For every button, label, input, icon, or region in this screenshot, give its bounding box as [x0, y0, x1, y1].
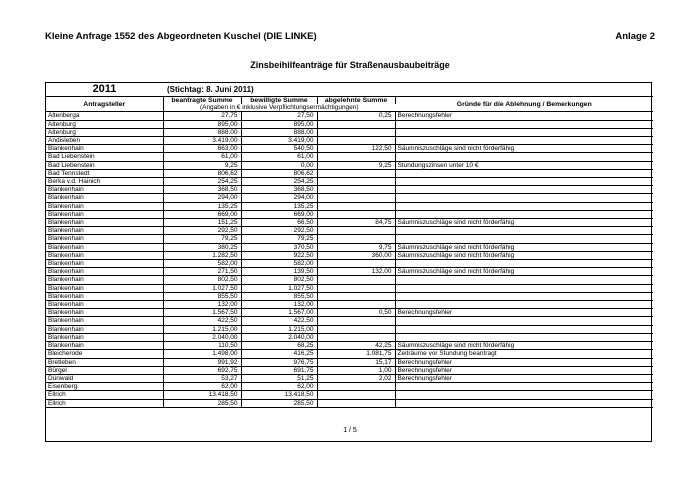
- requested-amount-cell: 663,00: [163, 145, 241, 153]
- table-row: [46, 374, 653, 382]
- requested-amount-cell: 151,25: [163, 219, 241, 227]
- approved-amount-cell: 806,62: [241, 169, 317, 177]
- approved-amount-cell: 79,25: [241, 235, 317, 243]
- rejected-amount-cell: 132,00: [317, 268, 395, 276]
- applicant-cell: Blankenhain: [46, 325, 163, 333]
- approved-amount-cell: 132,00: [241, 301, 317, 309]
- table-row: [46, 178, 653, 186]
- approved-amount-cell: 922,50: [241, 251, 317, 259]
- requested-amount-cell: 53,27: [163, 374, 241, 382]
- rejected-amount-cell: [317, 333, 395, 341]
- applicant-cell: Bretleben: [46, 358, 163, 366]
- approved-amount-cell: 540,50: [241, 145, 317, 153]
- applicant-cell: Blankenhain: [46, 317, 163, 325]
- requested-amount-cell: 27,75: [163, 112, 241, 120]
- approved-amount-cell: 254,25: [241, 178, 317, 186]
- applicant-cell: Bad Liebenstein: [46, 153, 163, 161]
- rejected-amount-cell: 15,17: [317, 358, 395, 366]
- page-number: 1 / 5: [343, 427, 357, 434]
- rejected-amount-cell: 9,25: [317, 161, 395, 169]
- reason-cell: [395, 276, 653, 284]
- rejected-amount-cell: [317, 120, 395, 128]
- requested-amount-cell: 271,50: [163, 268, 241, 276]
- reason-cell: [395, 178, 653, 186]
- approved-amount-cell: 691,75: [241, 366, 317, 374]
- table-row: [46, 161, 653, 169]
- rejected-amount-cell: [317, 178, 395, 186]
- rejected-amount-cell: 0,50: [317, 309, 395, 317]
- requested-amount-cell: 62,00: [163, 383, 241, 391]
- document-header-left: Kleine Anfrage 1552 des Abgeordneten Kuschel (DIE LINKE): [45, 31, 317, 42]
- rejected-amount-cell: [317, 169, 395, 177]
- reason-cell: [395, 292, 653, 300]
- applicant-cell: Blankenhain: [46, 227, 163, 235]
- reason-cell: Berechnungsfehler: [395, 374, 653, 382]
- applicant-cell: Blankenhain: [46, 210, 163, 218]
- reason-cell: [395, 169, 653, 177]
- approved-amount-cell: 669,00: [241, 210, 317, 218]
- table-row: [46, 120, 653, 128]
- requested-amount-cell: 294,00: [163, 194, 241, 202]
- approved-amount-cell: 68,25: [241, 342, 317, 350]
- applicant-cell: Blankenhain: [46, 276, 163, 284]
- table-row: [46, 186, 653, 194]
- rejected-amount-cell: 9,75: [317, 243, 395, 251]
- applications-table-frame: [45, 82, 652, 442]
- requested-amount-cell: 2.040,00: [163, 333, 241, 341]
- table-row: [46, 137, 653, 145]
- applicant-cell: Blankenhain: [46, 243, 163, 251]
- table-row: [46, 366, 653, 374]
- table-row: [46, 260, 653, 268]
- reason-cell: Stundungszinsen unter 10 €: [395, 161, 653, 169]
- reason-cell: Säumniszuschläge sind nicht förderfähig: [395, 342, 653, 350]
- approved-amount-cell: 0,00: [241, 161, 317, 169]
- approved-amount-cell: 66,50: [241, 219, 317, 227]
- requested-amount-cell: 895,00: [163, 120, 241, 128]
- approved-amount-cell: 1.215,00: [241, 325, 317, 333]
- approved-amount-cell: 1.567,00: [241, 309, 317, 317]
- table-row: [46, 202, 653, 210]
- reason-cell: [395, 120, 653, 128]
- requested-amount-cell: 1.282,50: [163, 251, 241, 259]
- rejected-amount-cell: [317, 391, 395, 399]
- applicant-cell: Altenburg: [46, 120, 163, 128]
- table-row: [46, 391, 653, 399]
- document-title: Zinsbeihilfeanträge für Straßenausbaubeiträge: [250, 60, 450, 70]
- reason-cell: [395, 301, 653, 309]
- reason-cell: [395, 333, 653, 341]
- requested-amount-cell: 110,50: [163, 342, 241, 350]
- reason-cell: Berechnungsfehler: [395, 112, 653, 120]
- approved-amount-cell: 802,50: [241, 276, 317, 284]
- approved-amount-cell: 27,50: [241, 112, 317, 120]
- rejected-amount-cell: 42,25: [317, 342, 395, 350]
- applicant-cell: Dünwald: [46, 374, 163, 382]
- year-label: 2011: [46, 83, 163, 97]
- rejected-amount-cell: [317, 317, 395, 325]
- table-row: [46, 251, 653, 259]
- applicant-cell: Andisleben: [46, 137, 163, 145]
- requested-amount-cell: 806,62: [163, 169, 241, 177]
- approved-amount-cell: 292,50: [241, 227, 317, 235]
- requested-amount-cell: 888,00: [163, 128, 241, 136]
- reason-cell: [395, 383, 653, 391]
- table-row: [46, 358, 653, 366]
- requested-amount-cell: 13.418,50: [163, 391, 241, 399]
- reason-cell: [395, 202, 653, 210]
- requested-amount-cell: 368,50: [163, 186, 241, 194]
- approved-amount-cell: 3.419,00: [241, 137, 317, 145]
- approved-amount-cell: 416,25: [241, 350, 317, 358]
- approved-amount-cell: 582,00: [241, 260, 317, 268]
- requested-amount-cell: 9,25: [163, 161, 241, 169]
- applicant-cell: Ellrich: [46, 399, 163, 407]
- rejected-amount-cell: [317, 202, 395, 210]
- requested-amount-cell: 422,50: [163, 317, 241, 325]
- applicant-cell: Altenburg: [46, 128, 163, 136]
- applicant-cell: Berka v.d. Hainich: [46, 178, 163, 186]
- applicant-cell: Bürgel: [46, 366, 163, 374]
- rejected-amount-cell: 1,00: [317, 366, 395, 374]
- table-row: [46, 128, 653, 136]
- approved-amount-cell: 370,50: [241, 243, 317, 251]
- rejected-amount-cell: [317, 292, 395, 300]
- rejected-amount-cell: [317, 210, 395, 218]
- applications-table: [46, 83, 653, 408]
- approved-amount-cell: 285,50: [241, 399, 317, 407]
- reason-cell: Säumniszuschläge sind nicht förderfähig: [395, 268, 653, 276]
- requested-amount-cell: 1.027,50: [163, 284, 241, 292]
- reason-cell: Säumniszuschläge sind nicht förderfähig: [395, 251, 653, 259]
- applicant-cell: Blankenhain: [46, 292, 163, 300]
- applicant-cell: Blankenhain: [46, 251, 163, 259]
- stichtag-label: (Stichtag: 8. Juni 2011): [163, 83, 653, 97]
- approved-amount-cell: 139,50: [241, 268, 317, 276]
- approved-amount-cell: 51,25: [241, 374, 317, 382]
- applicant-cell: Eisenberg: [46, 383, 163, 391]
- table-row: [46, 210, 653, 218]
- applicant-cell: Blankenhain: [46, 219, 163, 227]
- rejected-amount-cell: 1.081,75: [317, 350, 395, 358]
- applicant-cell: Blankenhain: [46, 235, 163, 243]
- reason-cell: Berechnungsfehler: [395, 358, 653, 366]
- requested-amount-cell: 380,25: [163, 243, 241, 251]
- table-row: [46, 325, 653, 333]
- applicant-cell: Bad Tennstedt: [46, 169, 163, 177]
- applicant-cell: Blankenhain: [46, 342, 163, 350]
- rejected-amount-cell: 360,00: [317, 251, 395, 259]
- rejected-amount-cell: [317, 260, 395, 268]
- rejected-amount-cell: [317, 399, 395, 407]
- table-row: [46, 333, 653, 341]
- reason-cell: [395, 399, 653, 407]
- rejected-amount-cell: [317, 153, 395, 161]
- reason-cell: [395, 210, 653, 218]
- rejected-amount-cell: [317, 128, 395, 136]
- table-row: [46, 169, 653, 177]
- reason-cell: [395, 235, 653, 243]
- reason-cell: [395, 317, 653, 325]
- reason-cell: [395, 260, 653, 268]
- table-row: [46, 383, 653, 391]
- requested-amount-cell: 1.567,50: [163, 309, 241, 317]
- reason-cell: [395, 128, 653, 136]
- requested-amount-cell: 582,00: [163, 260, 241, 268]
- requested-amount-cell: 1.215,00: [163, 325, 241, 333]
- reason-cell: [395, 284, 653, 292]
- rejected-amount-cell: [317, 383, 395, 391]
- applicant-cell: Blankenhain: [46, 268, 163, 276]
- table-row: [46, 243, 653, 251]
- reason-cell: Berechnungsfehler: [395, 366, 653, 374]
- table-row: [46, 292, 653, 300]
- requested-amount-cell: 692,75: [163, 366, 241, 374]
- approved-amount-cell: 13.418,50: [241, 391, 317, 399]
- reason-cell: [395, 227, 653, 235]
- approved-amount-cell: 895,00: [241, 120, 317, 128]
- rejected-amount-cell: 2,02: [317, 374, 395, 382]
- requested-amount-cell: 292,50: [163, 227, 241, 235]
- table-row: [46, 235, 653, 243]
- applicant-cell: Blankenhain: [46, 309, 163, 317]
- reason-cell: [395, 325, 653, 333]
- table-row: [46, 342, 653, 350]
- rejected-amount-cell: [317, 276, 395, 284]
- reason-cell: Berechnungsfehler: [395, 309, 653, 317]
- applicant-cell: Ellrich: [46, 391, 163, 399]
- approved-amount-cell: 61,00: [241, 153, 317, 161]
- requested-amount-cell: 285,50: [163, 399, 241, 407]
- approved-amount-cell: 294,00: [241, 194, 317, 202]
- rejected-amount-cell: 122,50: [317, 145, 395, 153]
- reason-cell: Säumniszuschläge sind nicht förderfähig: [395, 243, 653, 251]
- approved-amount-cell: 2.040,00: [241, 333, 317, 341]
- requested-amount-cell: 991,92: [163, 358, 241, 366]
- applicant-cell: Blankenhain: [46, 145, 163, 153]
- table-row: [46, 309, 653, 317]
- table-row: [46, 227, 653, 235]
- requested-amount-cell: 855,50: [163, 292, 241, 300]
- applicant-cell: Bad Liebenstein: [46, 161, 163, 169]
- requested-amount-cell: 61,00: [163, 153, 241, 161]
- applicant-cell: Altenberga: [46, 112, 163, 120]
- rejected-amount-cell: [317, 137, 395, 145]
- table-row: [46, 153, 653, 161]
- table-row: [46, 268, 653, 276]
- table-row: [46, 276, 653, 284]
- reason-cell: [395, 153, 653, 161]
- reason-cell: [395, 194, 653, 202]
- table-row: [46, 112, 653, 120]
- table-row: [46, 145, 653, 153]
- rejected-amount-cell: 0,25: [317, 112, 395, 120]
- requested-amount-cell: 132,00: [163, 301, 241, 309]
- reason-cell: [395, 391, 653, 399]
- column-header-reasons: Gründe für die Ablehnung / Bemerkungen: [395, 97, 653, 112]
- table-row: [46, 399, 653, 407]
- approved-amount-cell: 855,50: [241, 292, 317, 300]
- approved-amount-cell: 888,00: [241, 128, 317, 136]
- applicant-cell: Blankenhain: [46, 301, 163, 309]
- rejected-amount-cell: 84,75: [317, 219, 395, 227]
- rejected-amount-cell: [317, 235, 395, 243]
- requested-amount-cell: 135,25: [163, 202, 241, 210]
- column-header-applicant: Antragsteller: [46, 97, 163, 112]
- approved-amount-cell: 422,50: [241, 317, 317, 325]
- requested-amount-cell: 254,25: [163, 178, 241, 186]
- unit-note: (Angaben in € inklusive Verpflichtungsermächtigungen): [163, 104, 395, 112]
- rejected-amount-cell: [317, 186, 395, 194]
- rejected-amount-cell: [317, 284, 395, 292]
- reason-cell: Zeiträume vor Stundung beantragt: [395, 350, 653, 358]
- table-row: [46, 219, 653, 227]
- applicant-cell: Blankenhain: [46, 194, 163, 202]
- reason-cell: Säumniszuschläge sind nicht förderfähig: [395, 145, 653, 153]
- table-row: [46, 350, 653, 358]
- column-header-approved: bewilligte Summe: [241, 97, 317, 105]
- reason-cell: Säumniszuschläge sind nicht förderfähig: [395, 219, 653, 227]
- table-row: [46, 301, 653, 309]
- table-row: [46, 284, 653, 292]
- applicant-cell: Blankenhain: [46, 284, 163, 292]
- rejected-amount-cell: [317, 325, 395, 333]
- rejected-amount-cell: [317, 227, 395, 235]
- rejected-amount-cell: [317, 301, 395, 309]
- document-header-right: Anlage 2: [615, 31, 655, 42]
- reason-cell: [395, 186, 653, 194]
- applicant-cell: Blankenhain: [46, 202, 163, 210]
- reason-cell: [395, 137, 653, 145]
- requested-amount-cell: 79,25: [163, 235, 241, 243]
- approved-amount-cell: 368,50: [241, 186, 317, 194]
- column-header-requested: beantragte Summe: [163, 97, 241, 105]
- rejected-amount-cell: [317, 194, 395, 202]
- approved-amount-cell: 976,75: [241, 358, 317, 366]
- requested-amount-cell: 669,00: [163, 210, 241, 218]
- approved-amount-cell: 62,00: [241, 383, 317, 391]
- applicant-cell: Bleicherode: [46, 350, 163, 358]
- applicant-cell: Blankenhain: [46, 186, 163, 194]
- column-header-rejected: abgelehnte Summe: [317, 97, 395, 105]
- table-row: [46, 194, 653, 202]
- applicant-cell: Blankenhain: [46, 333, 163, 341]
- requested-amount-cell: 1.498,00: [163, 350, 241, 358]
- approved-amount-cell: 1.027,50: [241, 284, 317, 292]
- requested-amount-cell: 3.419,00: [163, 137, 241, 145]
- applicant-cell: Blankenhain: [46, 260, 163, 268]
- table-row: [46, 317, 653, 325]
- requested-amount-cell: 802,50: [163, 276, 241, 284]
- approved-amount-cell: 135,25: [241, 202, 317, 210]
